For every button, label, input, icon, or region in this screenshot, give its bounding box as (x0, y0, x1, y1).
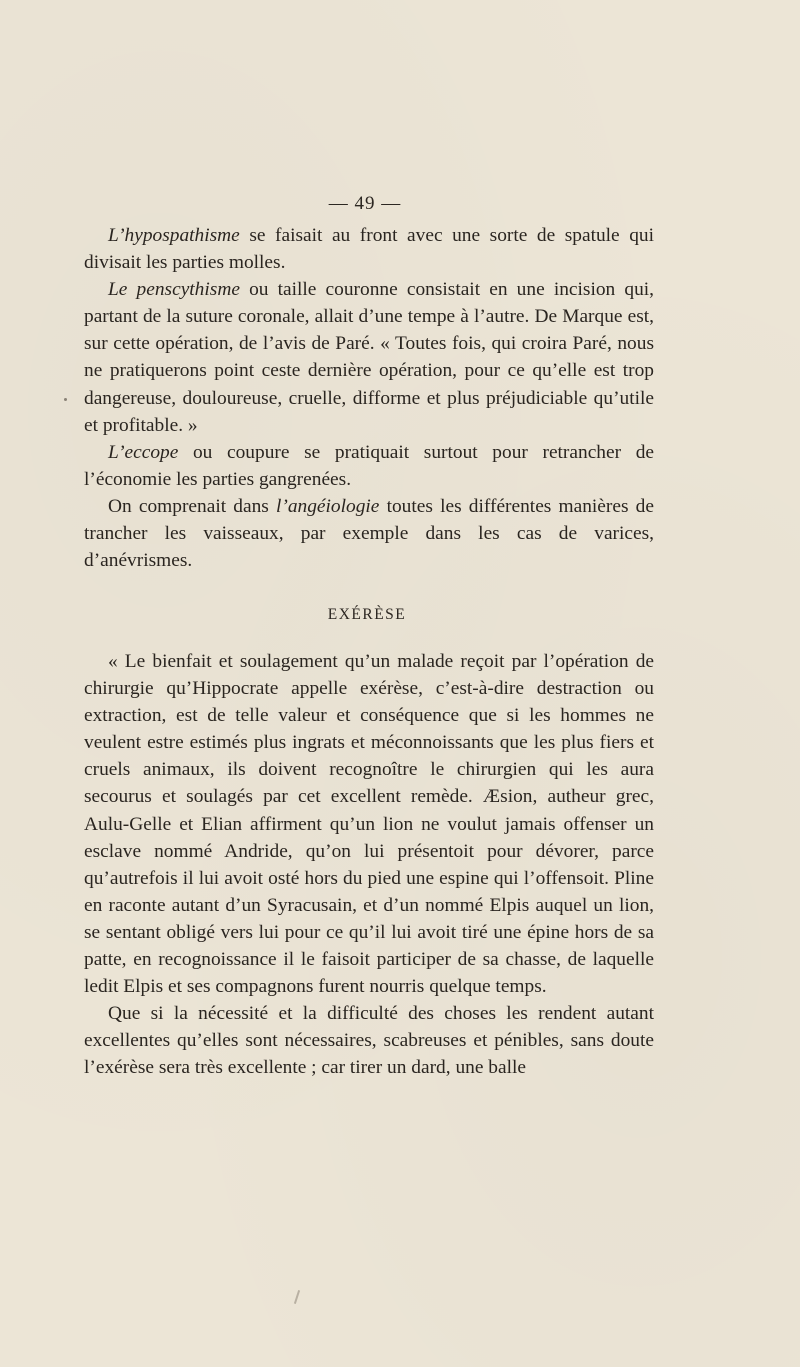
term-hypospathisme: L’hypospathisme (108, 225, 240, 246)
text-block-bottom (84, 648, 654, 1082)
paragraph-prefix: On comprenait dans (108, 495, 276, 517)
paragraph-exerese-continuation: Que si la nécessité et la difficulté des choses les rendent autant excellentes qu’elles sont nécessaires, scabreuses et pénibles, sans doute l’exérèse sera très excellente ; car tirer un dard, une balle (84, 1003, 654, 1079)
page-number: — 49 — (328, 193, 402, 214)
paragraph-hypospathisme (84, 222, 654, 276)
paragraph-penscythisme (84, 276, 654, 439)
paragraph-eccope (84, 439, 654, 493)
term-penscythisme: Le penscythisme (108, 279, 240, 301)
section-heading: EXÉRÈSE (327, 606, 407, 623)
paragraph-text: ou coupure se pratiquait surtout pour retrancher de l’économie les parties gangrenées. (84, 441, 654, 490)
margin-dot (64, 398, 67, 401)
paragraph-text: ou taille couronne consistait en une incision qui, partant de la suture coronale, allait d’une tempe à l’autre. De Marque est, sur cette opération, de l’avis de Paré. « Toutes fois, qui croira Paré, nous ne pratiquerons point ceste dernière opération, pour ce qu’elle est trop dangereuse, douloureuse, cruelle, difforme et plus préjudiciable qu’utile et profitable. » (84, 279, 655, 436)
term-eccope: L’eccope (108, 441, 179, 463)
paragraph-angeiologie (84, 493, 654, 574)
pencil-mark (294, 1290, 300, 1304)
term-angeiologie: l’angéiologie (276, 495, 380, 517)
paragraph-text: toutes les différentes manières de trancher les vaisseaux, par exemple dans les cas de varices, d’anévrismes. (84, 495, 654, 572)
paragraph-exerese-quote: « Le bienfait et soulagement qu’un malade reçoit par l’opération de chirurgie qu’Hippocrate appelle exérèse, c’est-à-dire destraction ou extraction, est de telle valeur et conséquence que si les hommes ne veulent estre estimés plus ingrats et méconnoissants que les plus fiers et cruels animaux, ils doivent recognoître le chirurgien qui les aura secourus et soulagés par cet excellent remède. Æsion, autheur grec, Aulu-Gelle et Elian affirment qu’un lion ne voulut jamais offenser un esclave nommé Andride, qu’on lui présentoit pour dévorer, parce qu’autrefois il lui avoit osté hors du pied une espine qui l’offensoit. Pline en raconte autant d’un Syracusain, et d’un nommé Elpis auquel un lion, se sentant obligé vers lui pour ce qu’il lui avoit tiré une épine hors de sa patte, en recognoissance il le faisoit participer de sa chasse, de laquelle ledit Elpis et ses compagnons furent nourris quelque temps. (84, 651, 654, 998)
text-block-top (84, 222, 654, 574)
paragraph-text: se faisait au front avec une sorte de spatule qui divisait les parties molles. (84, 225, 654, 274)
